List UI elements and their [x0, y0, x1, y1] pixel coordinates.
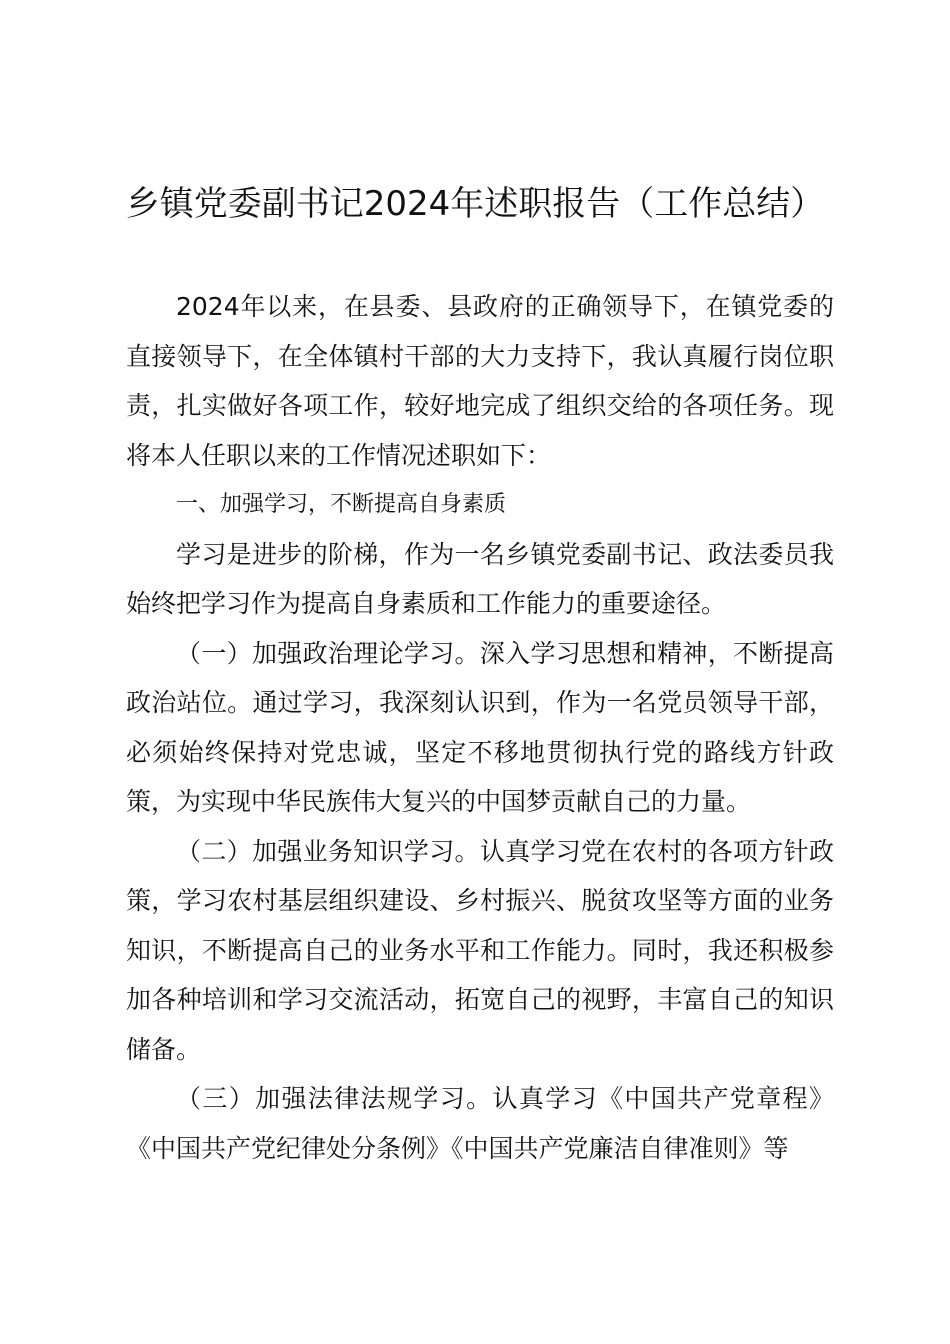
- section-heading-1: 一、加强学习，不断提高自身素质: [176, 492, 507, 517]
- body-paragraph: （三）加强法律法规学习。认真学习《中国共产党章程》《中国共产党纪律处分条例》《中国共产党廉洁自律准则》等: [126, 1084, 834, 1163]
- body-paragraph: 学习是进步的阶梯，作为一名乡镇党委副书记、政法委员我始终把学习作为提高自身素质和工作能力的重要途径。: [126, 539, 834, 618]
- document-title: 乡镇党委副书记2024年述职报告（工作总结）: [125, 184, 825, 224]
- intro-paragraph: 2024年以来，在县委、县政府的正确领导下，在镇党委的直接领导下，在全体镇村干部的大力支持下，我认真履行岗位职责，扎实做好各项工作，较好地完成了组织交给的各项任务。现将本人任职以来的工作情况述职如下：: [126, 292, 834, 470]
- body-paragraph: （二）加强业务知识学习。认真学习党在农村的各项方针政策，学习农村基层组织建设、乡村振兴、脱贫攻坚等方面的业务知识，不断提高自己的业务水平和工作能力。同时，我还积极参加各种培训和学习交流活动，拓宽自己的视野，丰富自己的知识储备。: [126, 836, 834, 1064]
- body-paragraph: （一）加强政治理论学习。深入学习思想和精神，不断提高政治站位。通过学习，我深刻认识到，作为一名党员领导干部，必须始终保持对党忠诚，坚定不移地贯彻执行党的路线方针政策，为实现中华民族伟大复兴的中国梦贡献自己的力量。: [126, 638, 834, 816]
- document-body: [126, 282, 834, 1173]
